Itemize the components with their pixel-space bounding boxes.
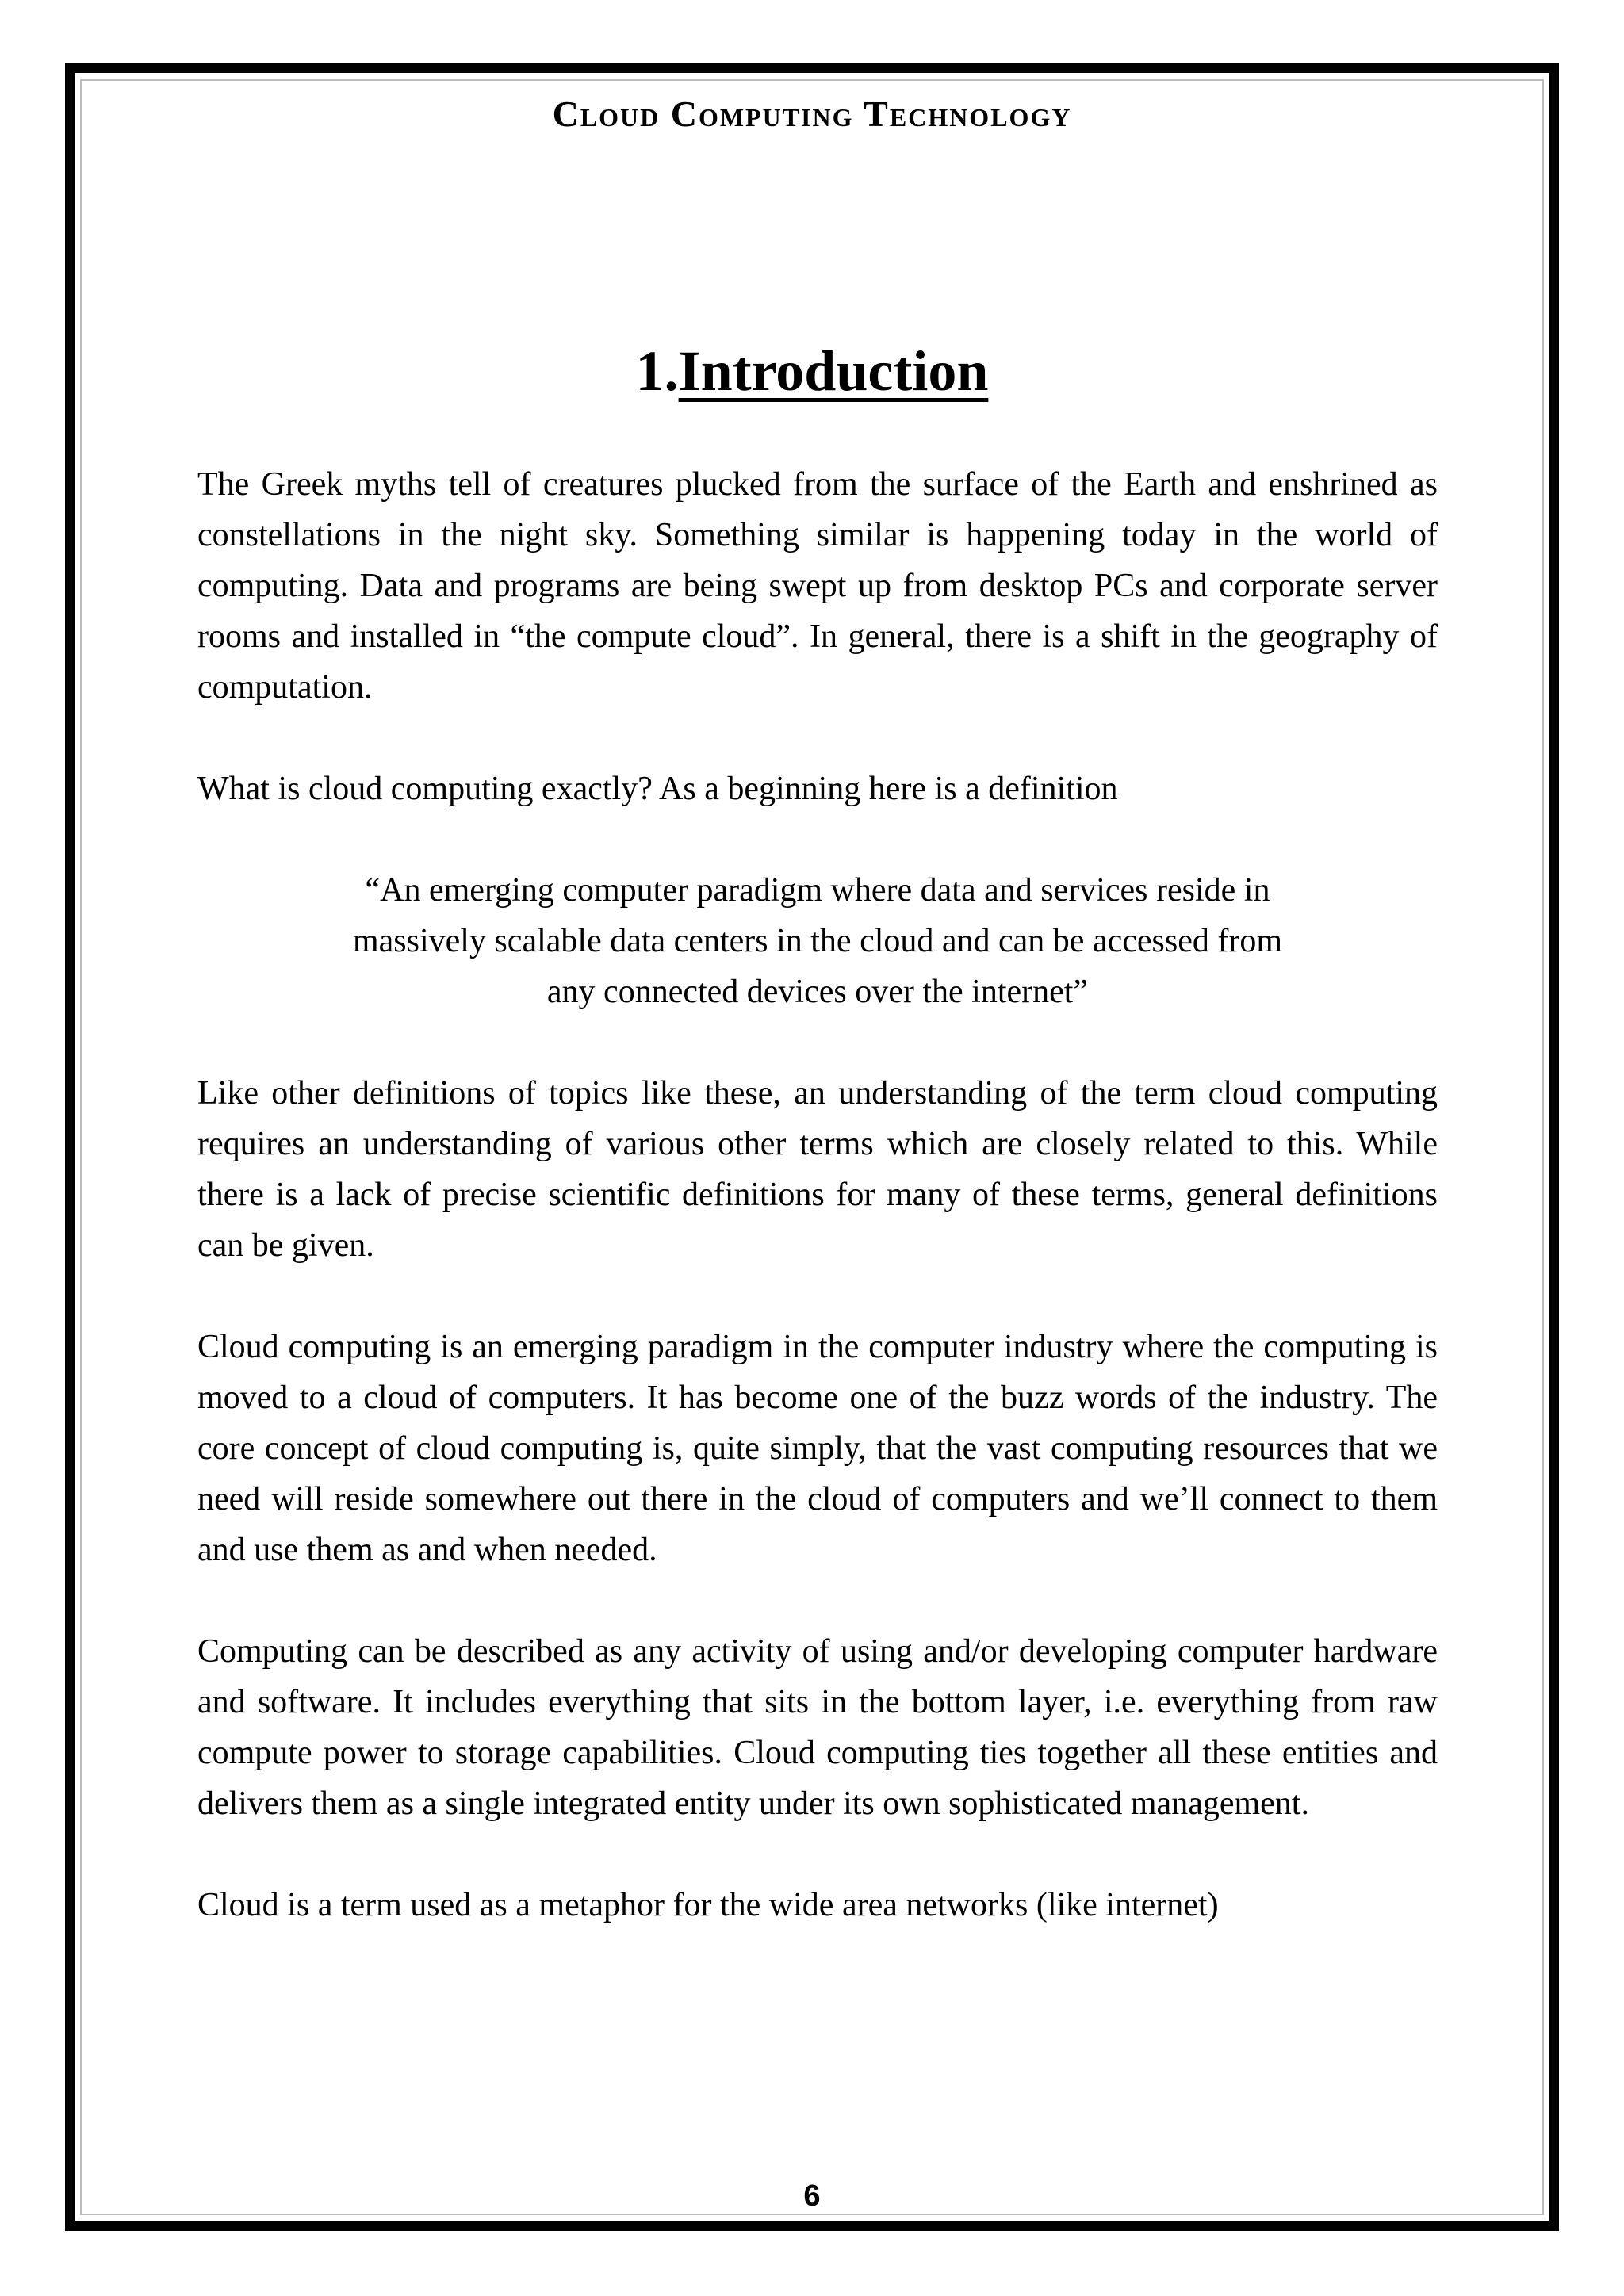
paragraph-computing-definition: Computing can be described as any activity of using and/or developing computer hardware and software. It includes everything that sits in the bottom layer, i.e. everything from raw compute power to storage capabilities. Cloud computing ties together all these entities and delivers them as a single integrated entity under its own sophisticated management. [197, 1633, 1438, 1822]
paragraph-definition-intro: What is cloud computing exactly? As a beginning here is a definition [197, 771, 1118, 807]
running-header: Cloud Computing Technology [552, 94, 1072, 134]
section-number: 1. [635, 339, 679, 403]
paragraph-cloud-metaphor: Cloud is a term used as a metaphor for the wide area networks (like internet) [197, 1887, 1219, 1923]
paragraph-related-terms: Like other definitions of topics like these, an understanding of the term cloud computing requires an understanding of various other terms which are closely related to this. While there is a lack of precise scientific definitions for many of these terms, general definitions can be given. [197, 1075, 1438, 1264]
definition-quote: “An emerging computer paradigm where data and services reside in massively scalable data centers in the cloud and can be accessed from any connected devices over the internet” [352, 872, 1282, 1010]
body-content [197, 459, 1438, 1981]
section-heading [0, 331, 1624, 411]
paragraph-greek-myths: The Greek myths tell of creatures plucked from the surface of the Earth and enshrined as constellations in the night sky. Something similar is happening today in the world of computing. Data and programs are being swept up from desktop PCs and corporate server rooms and installed in “the compute cloud”. In general, there is a shift in the geography of computation. [197, 466, 1438, 706]
page-number: 6 [803, 2179, 821, 2213]
section-title: Introduction [678, 339, 989, 403]
paragraph-emerging-paradigm: Cloud computing is an emerging paradigm in the computer industry where the computing is moved to a cloud of computers. It has become one of the buzz words of the industry. The core concept of cloud computing is, quite simply, that the vast computing resources that we need will reside somewhere out there in the cloud of computers and we’ll connect to them and use them as and when needed. [197, 1329, 1438, 1568]
